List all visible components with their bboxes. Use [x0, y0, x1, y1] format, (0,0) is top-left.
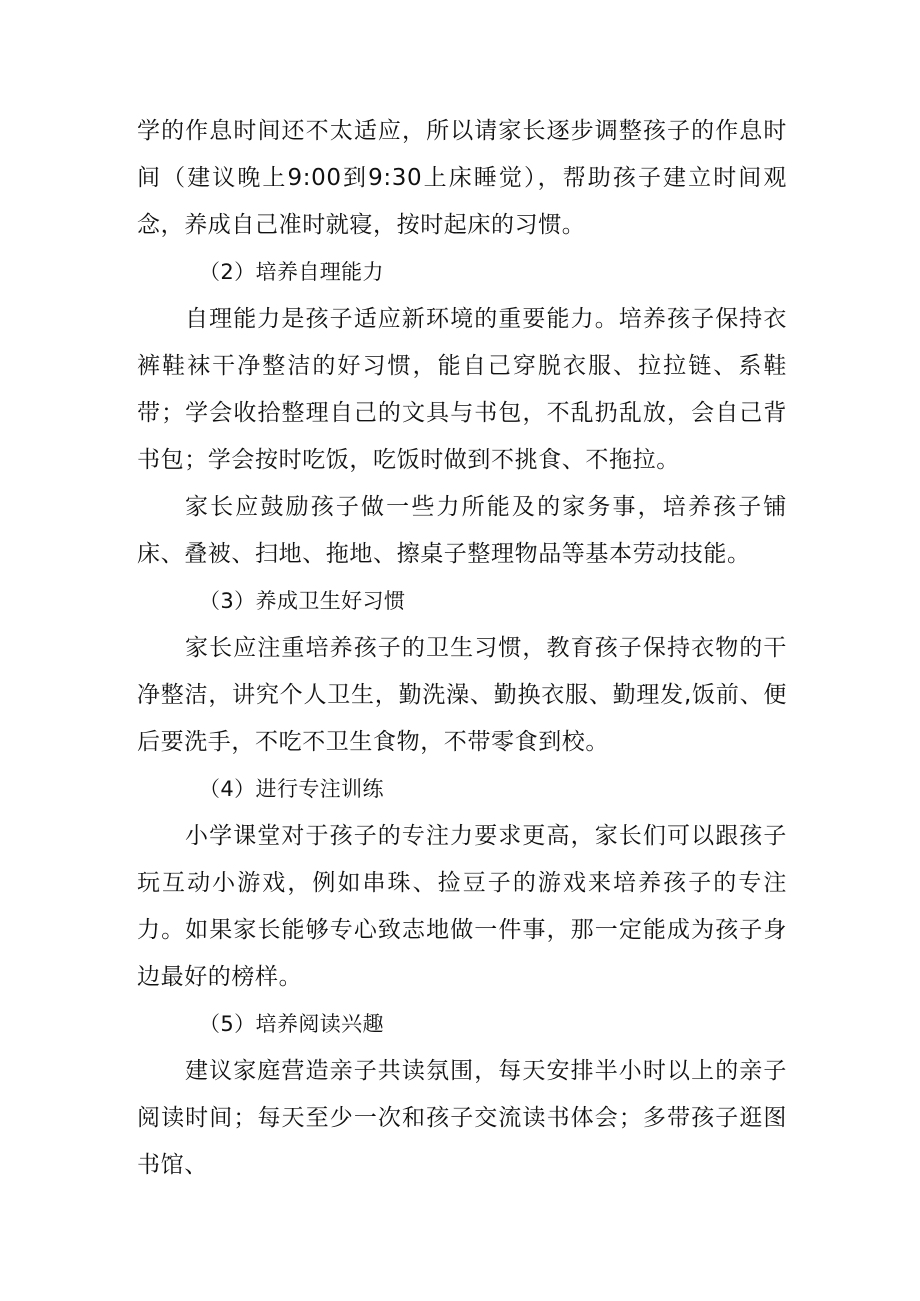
paragraph-reading-interest: 建议家庭营造亲子共读氛围，每天安排半小时以上的亲子阅读时间；每天至少一次和孩子交流读书体会；多带孩子逛图书馆、: [137, 1058, 787, 1178]
heading-focus-training: （4）进行专注训练: [199, 777, 384, 801]
paragraph-self-care: 自理能力是孩子适应新环境的重要能力。培养孩子保持衣裤鞋袜干净整洁的好习惯，能自己穿脱衣服、拉拉链、系鞋带；学会收拾整理自己的文具与书包，不乱扔乱放，会自己背书包；学会按时吃饭，吃饭时做到不挑食、不拖拉。: [137, 306, 787, 473]
paragraph-focus-training: 小学课堂对于孩子的专注力要求更高，家长们可以跟孩子玩互动小游戏，例如串珠、捡豆子的游戏来培养孩子的专注力。如果家长能够专心致志地做一件事，那一定能成为孩子身边最好的榜样。: [137, 823, 787, 990]
paragraph-sleep-schedule: 学的作息时间还不太适应，所以请家长逐步调整孩子的作息时间（建议晚上9:00到9:30上床睡觉），帮助孩子建立时间观念，养成自己准时就寝，按时起床的习惯。: [137, 118, 787, 238]
heading-hygiene: （3）养成卫生好习惯: [199, 589, 406, 613]
document-body: [137, 108, 787, 1189]
heading-self-care: （2）培养自理能力: [199, 260, 384, 284]
paragraph-hygiene: 家长应注重培养孩子的卫生习惯，教育孩子保持衣物的干净整洁，讲究个人卫生，勤洗澡、勤换衣服、勤理发,饭前、便后要洗手，不吃不卫生食物，不带零食到校。: [137, 635, 787, 755]
paragraph-housework: 家长应鼓励孩子做一些力所能及的家务事，培养孩子铺床、叠被、扫地、拖地、擦桌子整理物品等基本劳动技能。: [137, 494, 787, 567]
heading-reading-interest: （5）培养阅读兴趣: [199, 1012, 384, 1036]
